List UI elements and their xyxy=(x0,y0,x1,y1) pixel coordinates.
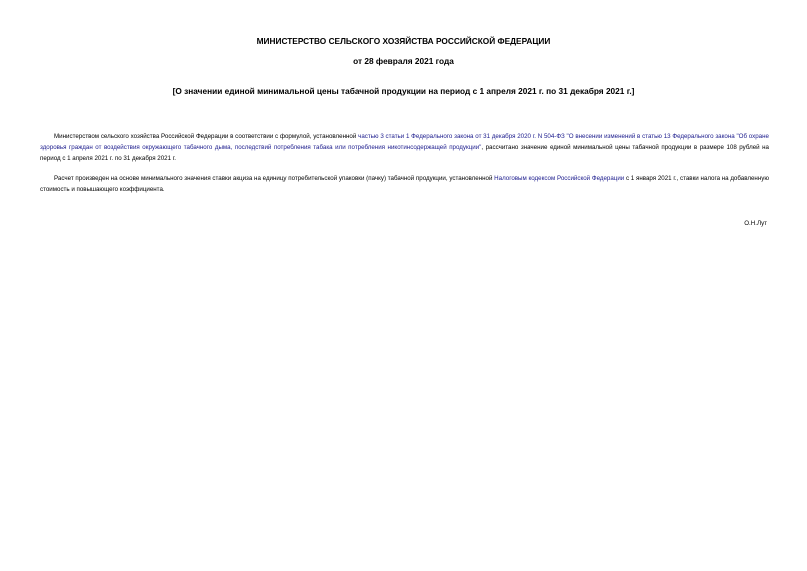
paragraph-basis xyxy=(40,174,769,196)
tax-code-link[interactable]: Налоговым кодексом Российской Федерации xyxy=(494,175,625,183)
paragraph-text: с 1 января 2021 г., ставки налога на добавленную стоимость и повышающего коэффициента. xyxy=(40,175,769,193)
signature: О.Н.Лут xyxy=(744,220,767,227)
document-subject: [О значении единой минимальной цены табачной продукции на период с 1 апреля 2021 г. по 31 декабря 2021 г.] xyxy=(172,86,635,96)
paragraph-text: Министерством сельского хозяйства Российской Федерации в соответствии с формулой, установленной xyxy=(54,133,359,141)
paragraph-text: Расчет произведен на основе минимального значения ставки акциза на единицу потребительской упаковки (пачку) табачной продукции, установленной xyxy=(54,175,495,183)
paragraph-calculation xyxy=(40,132,769,164)
law-504-fz-link[interactable]: частью 3 статьи 1 Федерального закона от 31 декабря 2020 г. N 504-ФЗ "О внесении изменений в статью 13 Федерального закона "Об охране здоровья граждан от воздействия окружающего табачного дыма, последствий потребления табака или потребления никотинсодержащей продукции" xyxy=(40,133,769,151)
document-date: от 28 февраля 2021 года xyxy=(353,56,454,66)
ministry-title: МИНИСТЕРСТВО СЕЛЬСКОГО ХОЗЯЙСТВА РОССИЙСКОЙ ФЕДЕРАЦИИ xyxy=(256,36,551,46)
paragraph-text: , рассчитано значение единой минимальной цены табачной продукции в размере 108 рублей на период с 1 апреля 2021 г. по 31 декабря 2021 г. xyxy=(40,143,769,162)
